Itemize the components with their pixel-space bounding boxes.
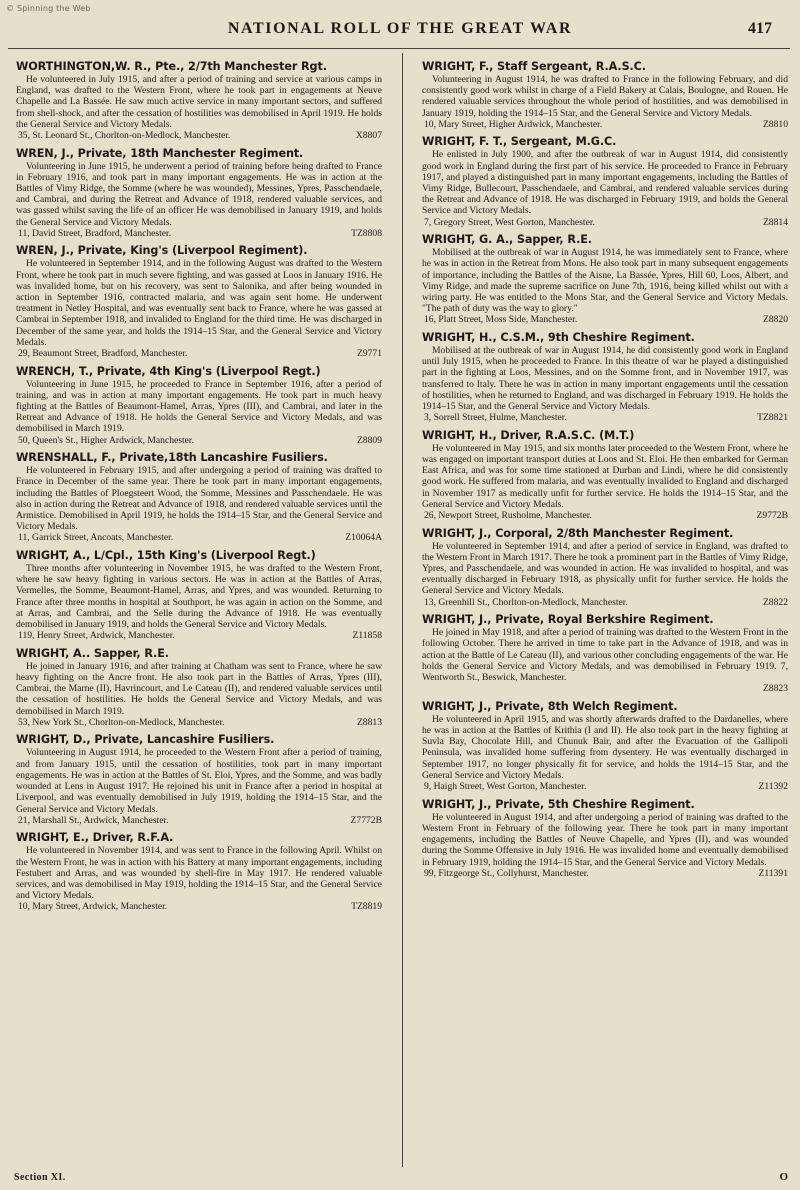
roll-entry	[422, 526, 788, 609]
entry-address-line	[422, 683, 788, 695]
entry-body: Volunteering in June 1915, he proceeded to France in September 1916, after a period of training, and was in action at many important engagements. He took part in much heavy fighting at the Battles of Beaumont-Hamel, Arras, Ypres (III), and Cambrai, and later in the Retreat and Advance of 1918. He holds the General Service and Victory Medals, and was demobilised in March 1919.	[16, 378, 382, 435]
entry-reference: Z11392	[758, 781, 788, 793]
roll-entry	[422, 134, 788, 228]
entry-name: WRIGHT, F. T., Sergeant, M.G.C.	[422, 135, 617, 149]
entry-reference: Z11858	[352, 630, 382, 642]
entry-body: He volunteered in August 1914, and after undergoing a period of training was drafted to the Western Front in February of the following year. There he took part in many important engagements, including the Battles of Neuve Chapelle, and Ypres (II), and was wounded during the Somme Offensive in July 1916. He was invalided home and eventually demobilised in February 1919, holding the 1914–15 Star, and the General Service and Victory Medals.	[422, 811, 788, 868]
entry-reference: Z8810	[762, 118, 788, 130]
entry-address-line	[16, 630, 382, 642]
entry-body: Volunteering in August 1914, he proceeded to the Western Front after a period of training, and from January 1915, until the cessation of hostilities, took part in many important engagements. He was in action at the Battles of St. Eloi, Ypres, and the Somme, and was badly wounded at Lens in August 1917. He rejoined his unit in France after a period in hospital at Liverpool, and was eventually demobilised in July 1919, holding the 1914–15 Star, and the General Service and Victory Medals.	[16, 747, 382, 815]
entry-address: 3, Sorrell Street, Hulme, Manchester.	[424, 412, 567, 424]
roll-entry	[16, 830, 382, 913]
entry-body: He enlisted in July 1900, and after the outbreak of war in August 1914, did consistently good work in England during the first part of his service. He proceeded to France in February 1917, and played a distinguished part in many important engagements, including the Battles of Vimy Ridge, Bullecourt, Passchendaele, and Cambrai, and rendered valuable services during the Retreat and Advance of 1918. He was discharged in February 1919, and holds the General Service and Victory Medals.	[422, 149, 788, 217]
entry-name: WRIGHT, J., Private, Royal Berkshire Regiment.	[422, 613, 714, 627]
entry-address-line	[422, 314, 788, 326]
roll-entry	[16, 646, 382, 729]
entry-reference: TZ8808	[351, 227, 382, 239]
entry-reference: TZ8821	[757, 412, 788, 424]
entry-address: 10, Mary Street, Higher Ardwick, Manchester.	[424, 118, 603, 130]
entry-name: WRIGHT, H., C.S.M., 9th Cheshire Regiment.	[422, 331, 695, 345]
page-body	[8, 48, 790, 1171]
entry-reference: Z8820	[762, 314, 788, 326]
entry-address: 21, Marshall St., Ardwick, Manchester.	[18, 814, 169, 826]
entry-address: 50, Queen's St., Higher Ardwick, Manchester.	[18, 434, 194, 446]
roll-entry	[16, 59, 382, 142]
watermark-text: © Spinning the Web	[6, 4, 91, 13]
entry-reference: TZ8819	[351, 901, 382, 913]
entry-address-line	[422, 119, 788, 131]
entry-body: He joined in May 1918, and after a period of training was drafted to the Western Front in the following October. There he arrived in time to take part in the Advance of 1918, and was in action at the Battle of Le Cateau (II), and various other concluding engagements of the war. He holds the General Service and Victory Medals, and was demobilised in February 1919. 7, Wentworth St., Beswick, Manchester.	[422, 627, 788, 684]
entry-name: WRIGHT, H., Driver, R.A.S.C. (M.T.)	[422, 428, 635, 442]
entry-body: Three months after volunteering in November 1915, he was drafted to the Western Front, where he saw heavy fighting in various sectors. He was in action at the Battles of Arras, Vermelles, the Somme, Beaumont-Hamel, Arras, and Ypres, and was wounded. Returning to France after three months in hospital at Southport, he was again in action on the Somme, and at Arras, and Cambrai, and the Selle during the Advance of 1918. He was eventually demobilised in January 1919, and holds the General Service and Victory Medals.	[16, 563, 382, 631]
entry-name: WRIGHT, D., Private, Lancashire Fusiliers.	[16, 733, 275, 747]
roll-entry	[16, 450, 382, 544]
roll-entry	[16, 732, 382, 826]
entry-address: 13, Greenhill St., Chorlton-on-Medlock, Manchester.	[424, 596, 628, 608]
entry-address: 119, Henry Street, Ardwick, Manchester.	[18, 630, 175, 642]
entry-reference: Z8822	[762, 596, 788, 608]
roll-entry	[16, 548, 382, 642]
entry-reference: Z10064A	[345, 532, 382, 544]
entry-name: WRIGHT, E., Driver, R.F.A.	[16, 831, 174, 845]
entry-name: WRIGHT, F., Staff Sergeant, R.A.S.C.	[422, 60, 646, 73]
entry-reference: Z11391	[758, 867, 788, 879]
entry-address: 53, New York St., Chorlton-on-Medlock, Manchester.	[18, 716, 225, 728]
signature-mark: O	[779, 1171, 788, 1183]
entry-reference: Z8813	[356, 716, 382, 728]
entry-name: WRIGHT, J., Corporal, 2/8th Manchester Regiment.	[422, 526, 734, 540]
entry-body: Volunteering in August 1914, he was drafted to France in the following February, and did consistently good work whilst in charge of a Field Bakery at Calais, Boulogne, and Rouen. He rendered valuable services throughout the whole period of hostilities, and was demobilised in January 1919, holding the 1914–15 Star, and the General Service and Victory Medals.	[422, 74, 788, 119]
section-label: Section XI.	[14, 1172, 66, 1183]
entry-address-line	[16, 228, 382, 240]
entry-reference: X8807	[355, 130, 382, 142]
entry-body: He volunteered in September 1914, and in the following August was drafted to the Western Front, where he took part in much severe fighting, and was gassed at Loos in January 1916. He was invalided home, but on his recovery, was sent to Salonika, and after being wounded in action in September 1916, contracted malaria, and was again sent home. He underwent treatment in Netley Hospital, and was eventually sent back to France, where he was gassed at Cambrai in September 1918, and invalided to England for the third time. He was discharged in December of the same year, and holds the 1914–15 Star, and the General Service and Victory Medals.	[16, 258, 382, 348]
entry-reference: Z9772B	[756, 510, 788, 522]
entry-address-line	[422, 781, 788, 793]
entry-address-line	[16, 901, 382, 913]
roll-entry	[422, 797, 788, 880]
entry-address-line	[422, 510, 788, 522]
entry-name: WRIGHT, J., Private, 8th Welch Regiment.	[422, 699, 678, 713]
page-header	[0, 20, 800, 42]
entry-address-line	[422, 217, 788, 229]
roll-entry	[16, 146, 382, 240]
entry-name: WRIGHT, A.. Sapper, R.E.	[16, 646, 169, 660]
entry-address: 26, Newport Street, Rusholme, Manchester.	[424, 510, 592, 522]
roll-entry	[422, 330, 788, 424]
entry-address: 35, St. Leonard St., Chorlton-on-Medlock, Manchester.	[18, 130, 231, 142]
entry-body: He volunteered in February 1915, and after undergoing a period of training was drafted to France in December of the same year. There he took part in many important engagements, including the Battles of Ploegsteert Wood, the Somme, Messines and Passchendaele. He was also in action during the Retreat and Advance of 1918, and rendered valuable services until the Armistice. Demobilised in April 1919, he holds the 1914–15 Star, and the General Service and Victory Medals.	[16, 465, 382, 533]
entry-address-line	[16, 130, 382, 142]
entry-body: He volunteered in September 1914, and after a period of service in England, was drafted to the Western Front in March 1917. There he took a prominent part in the Battles of Vimy Ridge, Ypres, and Passchendaele, and was wounded in action. He was invalided to hospital, and was eventually discharged in February 1918, as physically unfit for further service. He holds the General Service and Victory Medals.	[422, 540, 788, 597]
entry-name: WRIGHT, A., L/Cpl., 15th King's (Liverpool Regt.)	[16, 549, 316, 563]
entry-address-line	[422, 868, 788, 880]
entry-address-line	[422, 412, 788, 424]
entry-address: 29, Beaumont Street, Bradford, Manchester.	[18, 348, 188, 360]
right-column	[422, 59, 788, 883]
entry-address: 9, Haigh Street, West Gorton, Manchester.	[424, 781, 587, 793]
page-footer	[0, 1172, 800, 1188]
entry-reference: Z8814	[762, 216, 788, 228]
roll-entry	[422, 59, 788, 130]
entry-body: He volunteered in April 1915, and was shortly afterwards drafted to the Dardanelles, where he was in action at the Battles of Krithia (I and II). He also took part in the heavy fighting at Suvla Bay, Chocolate Hill, and Chunuk Bair, and after the Evacuation of the Gallipoli Peninsula, was invalided home suffering from dysentery. He was eventually discharged in September 1917, no longer physically fit for service, and holds the 1914–15 Star, and the General Service and Victory Medals.	[422, 713, 788, 781]
entry-address: 7, Gregory Street, West Gorton, Manchester.	[424, 216, 595, 228]
entry-address-line	[422, 597, 788, 609]
entry-body: He joined in January 1916, and after training at Chatham was sent to France, where he saw heavy fighting on the Ancre front. He also took part in the Battles of Arras, Ypres (III), Cambrai, the Marne (II), Havrincourt, and Le Cateau (II), and rendered valuable services until the cessation of hostilities. He holds the General Service and Victory Medals, and was demobilised in March 1919.	[16, 660, 382, 717]
entry-body: He volunteered in May 1915, and six months later proceeded to the Western Front, where he was engaged on important transport duties at Loos and St. Eloi. He then embarked for German East Africa, and was for some time stationed at Durban and Lindi, where he did consistently good work. He suffered from malaria, and was eventually invalided to England and discharged in November 1917 as medically unfit for further service. He holds the 1914–15 Star, and the General Service and Victory Medals.	[422, 442, 788, 510]
roll-entry	[16, 243, 382, 359]
entry-address: 11, David Street, Bradford, Manchester.	[18, 227, 172, 239]
entry-body: He volunteered in November 1914, and was sent to France in the following April. Whilst on the Western Front, he was in action with his Battery at many important engagements, including Festubert and Arras, and was wounded by shell-fire in May 1917. He rendered valuable services, and was demobilised in May 1919, holding the 1914–15 Star, and the General Service and Victory Medals.	[16, 845, 382, 902]
page-number: 417	[748, 20, 772, 37]
entry-reference: Z7772B	[350, 814, 382, 826]
page-title: NATIONAL ROLL OF THE GREAT WAR	[227, 20, 573, 37]
entry-name: WRIGHT, J., Private, 5th Cheshire Regiment.	[422, 797, 695, 811]
entry-reference: Z8809	[356, 434, 382, 446]
entry-body: Volunteering in June 1915, he underwent a period of training before being drafted to France in February 1916, and took part in many important engagements. He was in action at the Battles of Vimy Ridge, the Somme (where he was wounded), Messines, Ypres, Passchendaele, and Cambrai, and during the Retreat and Advance of 1918, rendered valuable services, and was gassed whilst saving the life of an officer He was demobilised in January 1919, and holds the General Service and Victory Medals.	[16, 160, 382, 228]
roll-entry	[16, 364, 382, 447]
roll-entry	[422, 699, 788, 793]
entry-address-line	[16, 532, 382, 544]
entry-address-line	[16, 717, 382, 729]
entry-name: WORTHINGTON,W. R., Pte., 2/7th Manchester Rgt.	[16, 60, 327, 73]
entry-address: 10, Mary Street, Ardwick, Manchester.	[18, 901, 168, 913]
left-column	[16, 59, 382, 917]
entry-name: WREN, J., Private, King's (Liverpool Regiment).	[16, 244, 308, 258]
roll-entry	[422, 232, 788, 326]
entry-address-line	[16, 435, 382, 447]
entry-name: WRENCH, T., Private, 4th King's (Liverpool Regt.)	[16, 364, 321, 378]
entry-address-line	[16, 815, 382, 827]
entry-name: WRIGHT, G. A., Sapper, R.E.	[422, 233, 592, 247]
entry-reference: Z9771	[356, 348, 382, 360]
roll-entry	[422, 428, 788, 522]
entry-reference: Z8823	[762, 683, 788, 695]
entry-address: 16, Platt Street, Moss Side, Manchester.	[424, 314, 578, 326]
roll-entry	[422, 612, 788, 695]
entry-name: WREN, J., Private, 18th Manchester Regiment.	[16, 146, 304, 160]
entry-body: He volunteered in July 1915, and after a period of training and service at various camps in England, was drafted to the Western Front, where he took part in engagements at Neuve Chapelle and La Bassée. He saw much active service in many important sectors, and suffered from shell-shock, and after the cessation of hostilities was demobilised in April 1919. He holds the General Service and Victory Medals.	[16, 74, 382, 130]
entry-body: Mobilised at the outbreak of war in August 1914, he was immediately sent to France, where he was in action in the Retreat from Mons. He also took part in many subsequent engagements of importance, including the Battles of the Aisne, La Bassée, Ypres, Hill 60, Loos, Albert, and Vimy Ridge, and made the supreme sacrifice on June 7th, 1916, being killed whilst out with a wiring party. He was entitled to the Mons Star, and the General Service and Victory Medals. "The path of duty was the way to glory."	[422, 247, 788, 315]
entry-name: WRENSHALL, F., Private,18th Lancashire Fusiliers.	[16, 451, 328, 465]
column-divider	[402, 53, 403, 1167]
entry-address: 11, Garrick Street, Ancoats, Manchester.	[18, 532, 174, 544]
entry-address-line	[16, 348, 382, 360]
entry-body: Mobilised at the outbreak of war in August 1914, he did consistently good work in England until July 1915, when he proceeded to France. In this theatre of war he played a distinguished part in the fighting at Loos, Messines, and on the Somme front, and in November 1917, was transferred to Italy. There he was in action in many important engagements until the cessation of hostilities, when he returned to England, and was discharged in February 1919. He holds the 1914–15 Star, and the General Service and Victory Medals.	[422, 345, 788, 413]
entry-address: 99, Fitzgeorge St., Collyhurst, Manchester.	[424, 867, 589, 879]
